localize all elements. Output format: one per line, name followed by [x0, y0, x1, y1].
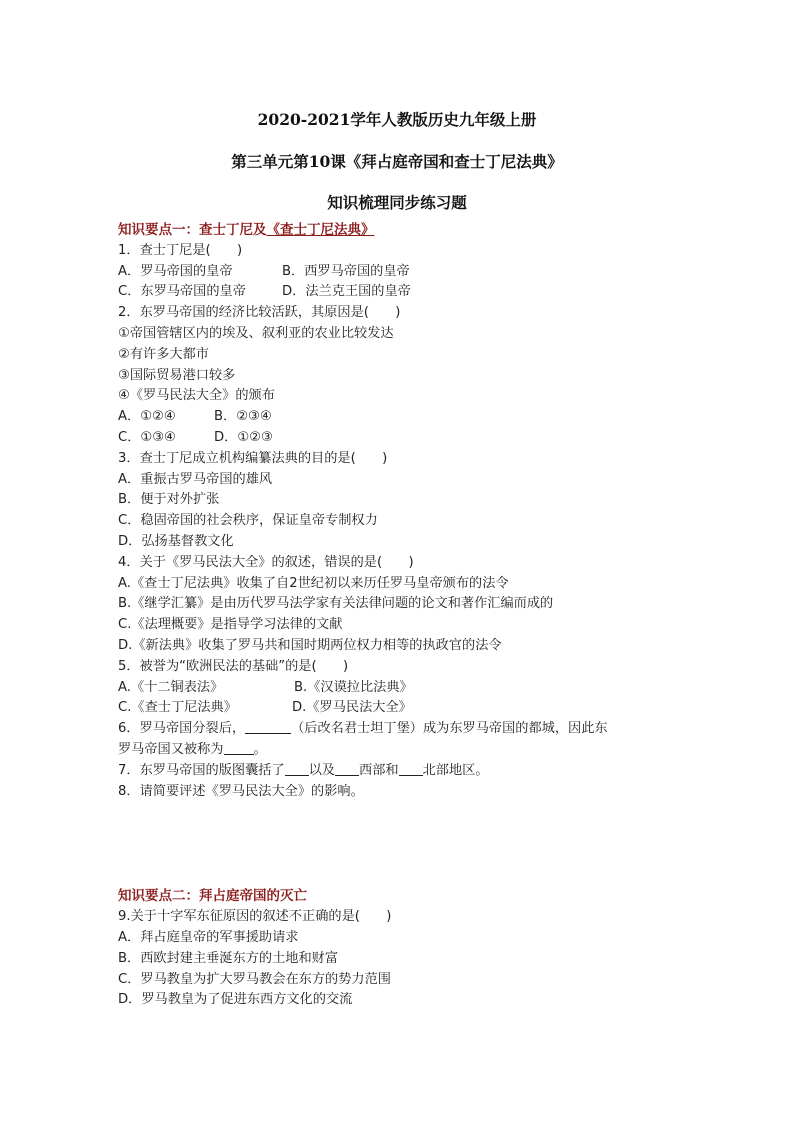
q8-stem: 8．请简要评述《罗马民法大全》的影响。 — [118, 783, 364, 799]
q5-stem: 5．被誉为“欧洲民法的基础”的是( ) — [118, 658, 349, 674]
q3-option-d: D．弘扬基督教文化 — [118, 533, 234, 549]
q2-option-b: B．②③④ — [214, 409, 272, 425]
q5-option-b: B.《汉谟拉比法典》 — [294, 679, 413, 695]
q1-stem: 1．查士丁尼是( ) — [118, 242, 243, 258]
title-line-3: 知识梳理同步练习题 — [327, 193, 467, 212]
q6-line-2 — [118, 740, 678, 761]
title-line-1: 2020-2021学年人教版历史九年级上册 — [257, 110, 537, 129]
q4-stem: 4．关于《罗马民法大全》的叙述，错误的是( ) — [118, 554, 414, 570]
q7-blank-1 — [285, 761, 309, 776]
q1-options-row-2 — [118, 282, 678, 303]
q2-option-c: C．①③④ — [118, 429, 176, 445]
q4-option-c: C.《法理概要》是指导学习法律的文献 — [118, 617, 343, 633]
q7-text-2: 以及 — [308, 762, 336, 778]
q2-item-3: ③国际贸易港口较多 — [118, 367, 236, 383]
q6-text-2: （后改名君士坦丁堡）成为东罗马帝国的都城，因此东 — [291, 721, 608, 737]
section-heading-1-underlined: 《查士丁尼法典》 — [266, 222, 375, 238]
q5-option-d: D.《罗马民法大全》 — [292, 700, 412, 716]
q7-text-4: 北部地区。 — [422, 762, 489, 778]
q6-blank-1 — [245, 719, 291, 734]
q1-option-a: A．罗马帝国的皇帝 — [118, 263, 233, 279]
q4-option-d: D.《新法典》收集了罗马共和国时期两位权力相等的执政官的法令 — [118, 637, 502, 653]
q3-option-b: B．便于对外扩张 — [118, 492, 220, 508]
q7-line — [118, 761, 678, 782]
q6-text-4: 。 — [253, 741, 267, 757]
q5-options-row-2 — [118, 698, 678, 719]
q4-option-a: A.《查士丁尼法典》收集了自2世纪初以来历任罗马皇帝颁布的法令 — [118, 575, 509, 591]
q1-option-d: D．法兰克王国的皇帝 — [282, 284, 411, 300]
q5-option-a: A.《十二铜表法》 — [118, 679, 224, 695]
q1-option-b: B．西罗马帝国的皇帝 — [282, 263, 410, 279]
q9-option-c: C．罗马教皇为扩大罗马教会在东方的势力范围 — [118, 971, 391, 987]
answer-space — [118, 802, 678, 886]
q2-options-row-1 — [118, 407, 678, 428]
q9-option-a: A．拜占庭皇帝的军事援助请求 — [118, 929, 299, 945]
q6-line-1 — [118, 719, 678, 740]
q2-item-2: ②有许多大都市 — [118, 346, 209, 362]
q2-options-row-2 — [118, 428, 678, 449]
q6-blank-2 — [224, 740, 254, 755]
q7-blank-2 — [335, 761, 359, 776]
q1-options-row-1 — [118, 262, 678, 283]
q5-option-c: C.《查士丁尼法典》 — [118, 700, 237, 716]
q3-option-c: C．稳固帝国的社会秩序，保证皇帝专制权力 — [118, 513, 378, 529]
q2-option-d: D．①②③ — [214, 429, 273, 445]
q2-option-a: A．①②④ — [118, 409, 176, 425]
q3-option-a: A．重振古罗马帝国的雄风 — [118, 471, 273, 487]
q5-options-row-1 — [118, 678, 678, 699]
q2-stem: 2．东罗马帝国的经济比较活跃，其原因是( ) — [118, 305, 401, 321]
q3-stem: 3．查士丁尼成立机构编纂法典的目的是( ) — [118, 450, 388, 466]
section-heading-2: 知识要点二：拜占庭帝国的灭亡 — [118, 888, 307, 905]
q7-text-3: 西部和 — [359, 762, 399, 778]
q7-blank-3 — [399, 761, 423, 776]
q6-text-1: 6．罗马帝国分裂后， — [118, 721, 246, 737]
q9-option-d: D．罗马教皇为了促进东西方文化的交流 — [118, 992, 353, 1008]
section-heading-1 — [118, 220, 678, 241]
title-line-2: 第三单元第10课《拜占庭帝国和查士丁尼法典》 — [231, 152, 563, 171]
q1-option-c: C．东罗马帝国的皇帝 — [118, 284, 246, 300]
q9-option-b: B．西欧封建主垂涎东方的土地和财富 — [118, 950, 339, 966]
q6-text-3: 罗马帝国又被称为 — [118, 741, 224, 757]
q7-text-1: 7．东罗马帝国的版图囊括了 — [118, 762, 285, 778]
content-body — [118, 220, 678, 1011]
q4-option-b: B.《继学汇纂》是由历代罗马法学家有关法律问题的论文和著作汇编而成的 — [118, 596, 554, 612]
q2-item-1: ①帝国管辖区内的埃及、叙利亚的农业比较发达 — [118, 325, 394, 341]
section-heading-1-prefix: 知识要点一：查士丁尼及 — [118, 222, 267, 238]
q9-stem: 9.关于十字军东征原因的叙述不正确的是( ) — [118, 909, 392, 925]
q2-item-4: ④《罗马民法大全》的颁布 — [118, 388, 275, 404]
